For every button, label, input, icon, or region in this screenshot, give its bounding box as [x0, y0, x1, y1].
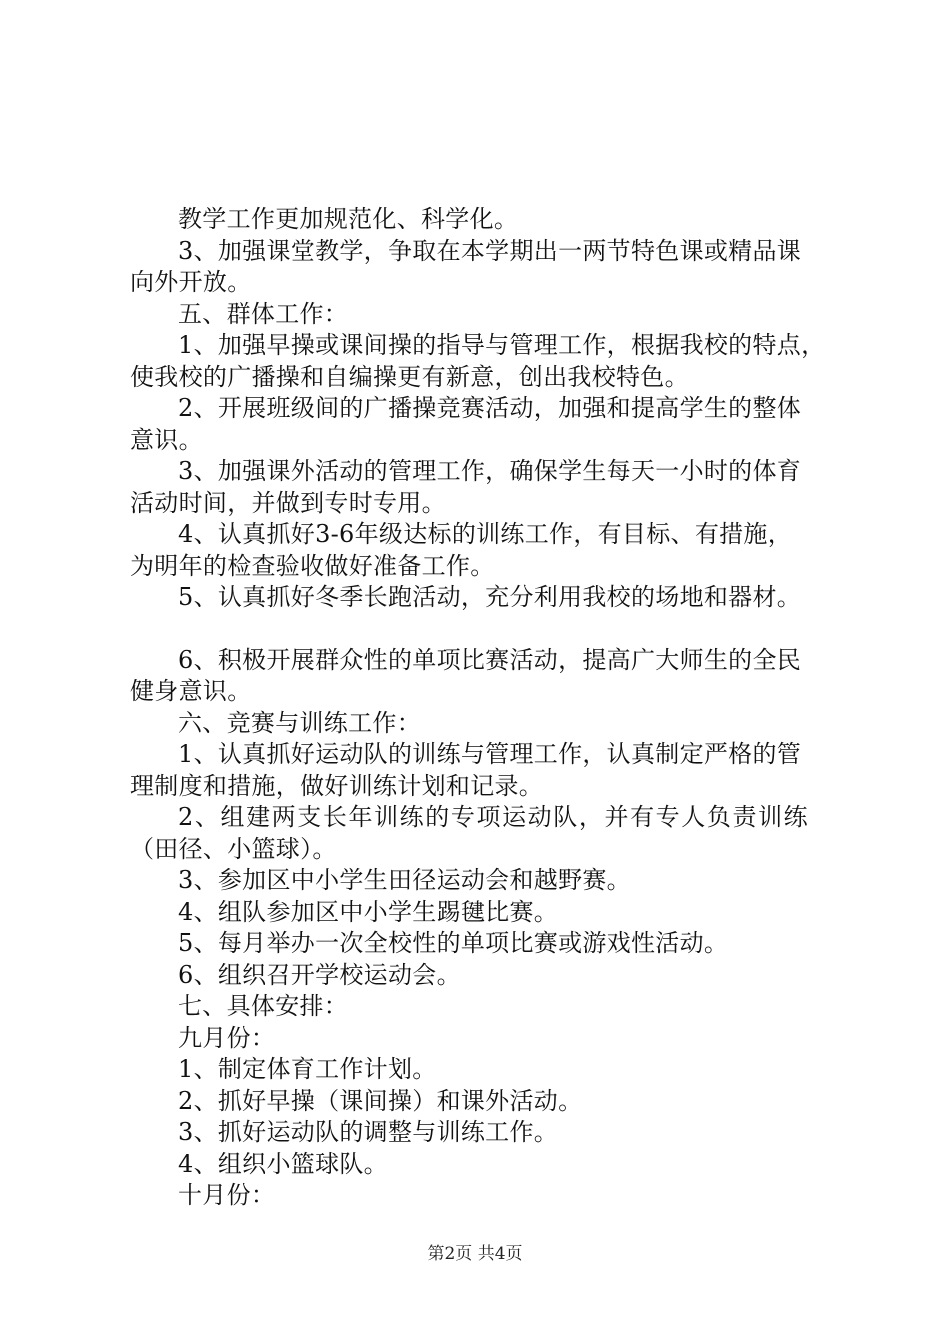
- text-line: 3、抓好运动队的调整与训练工作。: [178, 1118, 559, 1146]
- text-line: 1、加强早操或课间操的指导与管理工作，根据我校的特点，: [178, 331, 826, 359]
- text-line: 4、组织小篮球队。: [178, 1149, 388, 1178]
- text-line: 理制度和措施，做好训练计划和记录。: [130, 771, 544, 800]
- text-line: 为明年的检查验收做好准备工作。: [130, 551, 495, 580]
- text-line: 意识。: [130, 425, 203, 454]
- text-line: 1、制定体育工作计划。: [178, 1055, 437, 1083]
- text-line: 4、组队参加区中小学生踢毽比赛。: [178, 897, 559, 926]
- text-line: 2、开展班级间的广播操竞赛活动，加强和提高学生的整体: [178, 394, 802, 422]
- paragraph-gap: [130, 614, 842, 645]
- section-heading: 七、具体安排：: [178, 992, 349, 1020]
- text-line: 3、参加区中小学生田径运动会和越野赛。: [178, 866, 631, 894]
- text-line: 活动时间，并做到专时专用。: [130, 488, 446, 517]
- text-line: 教学工作更加规范化、科学化。: [178, 205, 519, 233]
- section-heading: 五、群体工作：: [178, 299, 349, 328]
- text-line: 健身意识。: [130, 677, 252, 705]
- text-line: 5、每月举办一次全校性的单项比赛或游戏性活动。: [178, 929, 729, 957]
- text-line: 1、认真抓好运动队的训练与管理工作，认真制定严格的管: [178, 740, 802, 768]
- text-line: 2、抓好早操（课间操）和课外活动。: [178, 1086, 583, 1115]
- text-line: 向外开放。: [130, 268, 252, 296]
- text-line: 5、认真抓好冬季长跑活动，充分利用我校的场地和器材。: [178, 583, 802, 611]
- text-line: 2、组建两支长年训练的专项运动队，并有专人负责训练: [178, 803, 810, 831]
- month-heading: 九月份：: [178, 1023, 276, 1052]
- month-heading: 十月份：: [178, 1181, 276, 1209]
- text-line: （田径、小篮球）。: [130, 834, 337, 863]
- text-line: 3、加强课外活动的管理工作，确保学生每天一小时的体育: [178, 457, 802, 485]
- section-heading: 六、竞赛与训练工作：: [178, 708, 421, 737]
- text-line: 使我校的广播操和自编操更有新意，创出我校特色。: [130, 362, 689, 391]
- text-line: 6、组织召开学校运动会。: [178, 960, 461, 989]
- document-body: [130, 204, 842, 1212]
- page-number-footer: 第2页 共4页: [427, 1244, 523, 1264]
- text-line: 3、加强课堂教学，争取在本学期出一两节特色课或精品课: [178, 236, 802, 265]
- text-line: 4、认真抓好3-6年级达标的训练工作，有目标、有措施，: [178, 520, 793, 548]
- text-line: 6、积极开展群众性的单项比赛活动，提高广大师生的全民: [178, 645, 802, 674]
